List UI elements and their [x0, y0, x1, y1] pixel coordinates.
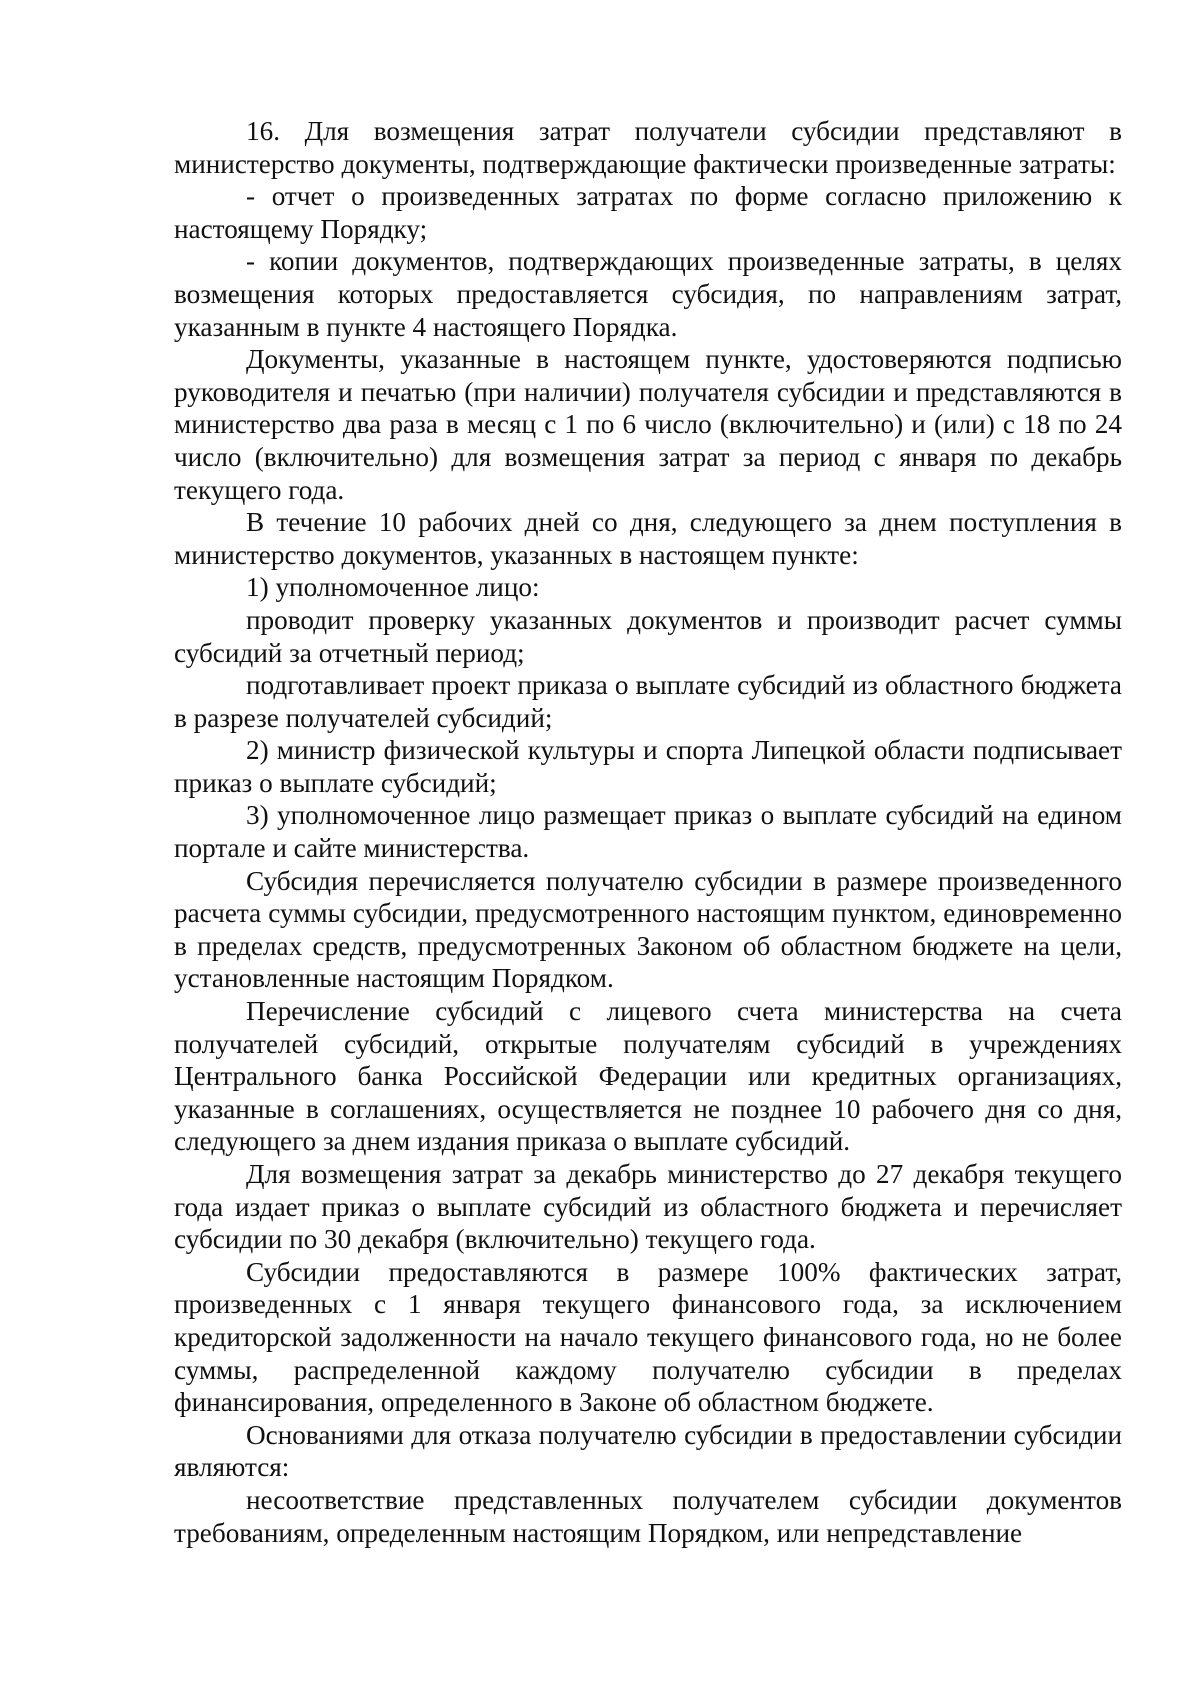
paragraph-publish-order: 3) уполномоченное лицо размещает приказ о выплате субсидий на едином портале и сайте министерства. — [174, 800, 1122, 864]
paragraph-check-documents: проводит проверку указанных документов и производит расчет суммы субсидий за отчетный период; — [174, 604, 1122, 668]
paragraph-copies-item: - копии документов, подтверждающих произведенные затраты, в целях возмещения которых предоставляется субсидия, по направлениям затрат, указанным в пункте 4 настоящего Порядка. — [174, 246, 1122, 342]
paragraph-nonconformity: несоответствие представленных получателем субсидии документов требованиям, определенным настоящим Порядком, или непредставление — [174, 1484, 1122, 1548]
paragraph-report-item: - отчет о произведенных затратах по форме согласно приложению к настоящему Порядку; — [174, 181, 1122, 244]
paragraph-subsidy-transfer: Субсидия перечисляется получателю субсидии в размере произведенного расчета суммы субсидии, предусмотренного настоящим пунктом, единовременно в пределах средств, предусмотренных Законом об областном бюджете на цели, установленные настоящим Порядком. — [174, 865, 1122, 994]
paragraph-subsidy-amount: Субсидии предоставляются в размере 100% фактических затрат, произведенных с 1 января текущего финансового года, за исключением кредиторской задолженности на начало текущего финансового года, но не более суммы, распределенной каждому получателю субсидии в пределах финансирования, определенного в Законе об областном бюджете. — [174, 1256, 1122, 1418]
paragraph-ten-days: В течение 10 рабочих дней со дня, следующего за днем поступления в министерство документов, указанных в настоящем пункте: — [174, 507, 1122, 570]
paragraph-december-costs: Для возмещения затрат за декабрь министерство до 27 декабря текущего года издает приказ о выплате субсидий из областного бюджета и перечисляет субсидии по 30 декабря (включительно) текущего года. — [174, 1159, 1122, 1255]
paragraph-authorized-person: 1) уполномоченное лицо: — [246, 572, 540, 603]
paragraph-account-transfer: Перечисление субсидий с лицевого счета министерства на счета получателей субсидий, открытые получателям субсидий в учреждениях Центрального банка Российской Федерации или кредитных организациях, указанные в соглашениях, осуществляется не позднее 10 рабочего дня со дня, следующего за днем издания приказа о выплате субсидий. — [174, 996, 1122, 1157]
paragraph-16-intro: 16. Для возмещения затрат получатели субсидии представляют в министерство документы, подтверждающие фактически произведенные затраты: — [174, 116, 1122, 179]
paragraph-refusal-grounds: Основаниями для отказа получателю субсидии в предоставлении субсидии являются: — [174, 1419, 1122, 1483]
paragraph-documents-certified: Документы, указанные в настоящем пункте, удостоверяются подписью руководителя и печатью (при наличии) получателя субсидии и представляются в министерство два раза в месяц с 1 по 6 число (включительно) и (или) с 18 по 24 число (включительно) для возмещения затрат за период с января по декабрь текущего года. — [174, 344, 1122, 505]
paragraph-prepare-order: подготавливает проект приказа о выплате субсидий из областного бюджета в разрезе получателей субсидий; — [174, 670, 1122, 733]
document-body — [174, 115, 1122, 1549]
paragraph-minister-signs: 2) министр физической культуры и спорта Липецкой области подписывает приказ о выплате субсидий; — [174, 735, 1122, 798]
